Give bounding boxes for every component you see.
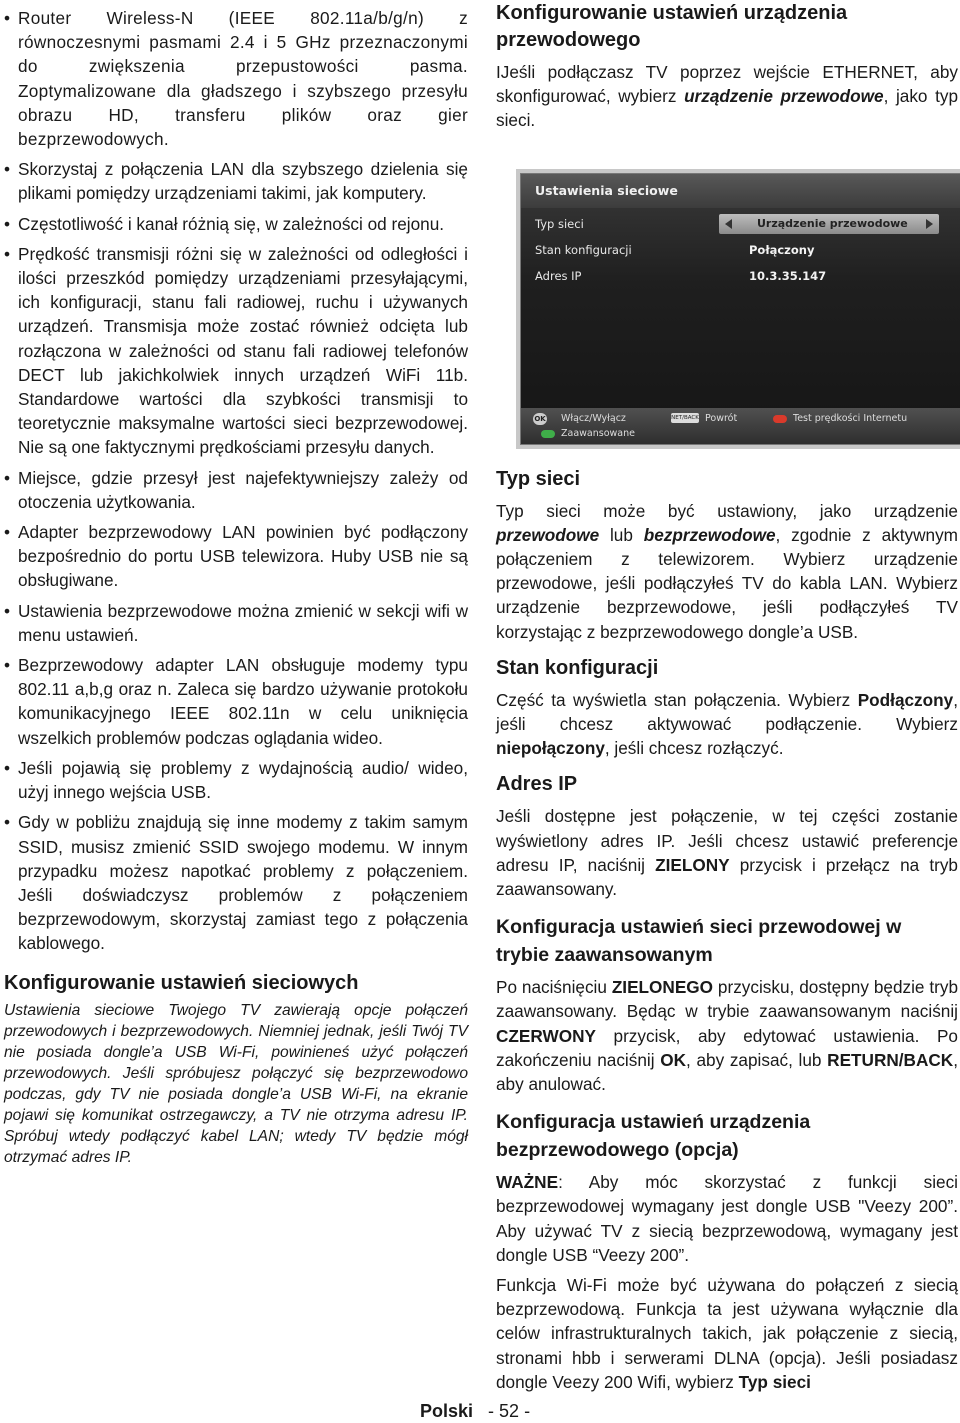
tv-row-network-type[interactable]: Typ sieci <box>535 216 584 231</box>
network-type-value: Urządzenie przewodowe <box>757 216 908 230</box>
net-back-button-icon: NET/BACK <box>671 414 699 421</box>
footer-back-label: Powrót <box>705 412 738 424</box>
advanced-config-title: Konfiguracja ustawień sieci przewodowej w trybie zaawansowanym <box>496 916 902 967</box>
wireless-wifi-text: Funkcja Wi-Fi może być używana do połączeń z siecią bezprzewodową. Funkcja ta jest używana wyłącznie dla celów infrastrukturalnych takich, jak połączenie z siecią, stronami hbb i serwerami DLNA (opcja). Jeśli posiadasz dongle Veezy 200 Wifi, wybierz Typ sieci <box>496 1275 958 1392</box>
arrow-right-icon <box>926 219 933 229</box>
list-item: • Miejsce, gdzie przesył jest najefektywniejszy zależy od otoczenia użytkowania. <box>4 466 468 514</box>
page-footer <box>420 1401 530 1422</box>
wireless-config-title: Konfiguracja ustawień urządzenia bezprzewodowego (opcja) <box>496 1111 811 1162</box>
list-item: • Prędkość transmisji różni się w zależności od odległości i ilości przeszkód pomiędzy urządzeniami przesyłającymi, ich konfiguracji, stanu fali radiowej, ruchu i używanych urządzeń. Transmisja może zostać również odcięta lub rozłączona w zależności od stanu fali radiowej telefonów DECT lub jakichkolwiek innych urządzeń WiFi 11b. Standardowe wartości dla szybkości transmisji to teoretycznie maksymalne wartości sieci bezprzewodowej. Nie są one faktycznymi prędkościami przesyłu danych. <box>4 242 468 460</box>
list-item: • Adapter bezprzewodowy LAN powinien być podłączony bezpośrednio do portu USB telewizora. Huby USB nie są obsługiwane. <box>4 520 468 593</box>
page-number: - 52 - <box>488 1401 531 1421</box>
ip-address-title: Adres IP <box>496 773 578 796</box>
network-type-title: Typ sieci <box>496 467 581 490</box>
section-title-network-settings: Konfigurowanie ustawień sieciowych <box>4 971 359 994</box>
footer-speed-test-label: Test prędkości Internetu <box>793 412 908 424</box>
wireless-important-text: WAŻNE: Aby móc skorzystać z funkcji sieci bezprzewodowej wymagany jest dongle USB "Veezy 200”. Aby używać TV z siecią bezprzewodową, wymagany jest dongle USB “Veezy 200”. <box>496 1172 958 1265</box>
config-status-title: Stan konfiguracji <box>496 656 659 679</box>
bullet-list <box>4 6 468 956</box>
list-item: • Router Wireless-N (IEEE 802.11a/b/g/n) z równoczesnymi pasmami 2.4 i 5 GHz przeznaczonymi do zwiększenia przepustowości pasma. Zoptymalizowane dla gładszego i szybszego przesyłu obrazu HD, transferu plików oraz gier bezprzewodowych. <box>4 6 468 151</box>
green-button-icon <box>541 430 555 438</box>
red-button-icon <box>773 415 787 423</box>
footer-advanced-label: Zaawansowane <box>561 427 635 439</box>
arrow-left-icon <box>725 219 732 229</box>
wired-config-title: Konfigurowanie ustawień urządzenia przewodowego <box>496 2 848 51</box>
list-item: • Częstotliwość i kanał różnią się, w zależności od rejonu. <box>4 212 468 236</box>
advanced-config-text: Po naciśnięciu ZIELONEGO przycisku, dostępny będzie tryb zaawansowany. Będąc w trybie zaawansowanym naciśnij CZERWONY przycisk, aby edytować ustawienia. Po zakończeniu naciśnij OK, aby zapisać, lub RETURN/BACK, aby anulować. <box>496 977 959 1095</box>
list-item: • Ustawienia bezprzewodowe można zmienić w sekcji wifi w menu ustawień. <box>4 599 468 647</box>
left-column <box>4 6 468 1168</box>
network-type-selector[interactable] <box>719 214 939 234</box>
tv-menu-title: Ustawienia sieciowe <box>521 174 960 208</box>
footer-language: Polski <box>420 1401 474 1421</box>
ip-address-text: Jeśli dostępne jest połączenie, w tej części zostanie wyświetlony adres IP. Jeśli chcesz ustawić preferencje adresu IP, naciśnij ZIELONY przycisk i przełącz na tryb zaawansowany. <box>496 806 958 900</box>
ip-address-value: 10.3.35.147 <box>749 268 827 283</box>
list-item: • Gdy w pobliżu znajdują się inne modemy z takim samym SSID, musisz zmienić SSID swojego modemu. W innym przypadku możesz napotkać problemy z połączeniem. Jeśli doświadczysz problemów z połączeniem bezprzewodowym, skorzystaj zamiast tego z połączenia kablowego. <box>4 810 468 955</box>
tv-row-ip-address[interactable]: Adres IP <box>535 268 582 283</box>
network-type-text: Typ sieci może być ustawiony, jako urządzenie przewodowe lub bezprzewodowe, zgodnie z aktywnym połączeniem z telewizorem. Wybierz urządzenie przewodowe, jeśli podłączyłeś TV do kabla LAN. Wybierz urządzenie bezprzewodowe, jeśli podłączyłeś TV korzystając z bezprzewodowego dongle’a USB. <box>496 500 958 642</box>
tv-menu-footer <box>521 408 960 444</box>
list-item: • Skorzystaj z połączenia LAN dla szybszego dzielenia się plikami pomiędzy urządzeniami takimi, jak komputery. <box>4 157 468 205</box>
right-column <box>496 0 958 1394</box>
network-settings-note: Ustawienia sieciowe Twojego TV zawierają opcje połączeń przewodowych i bezprzewodowych. Niemniej jednak, jeśli Twój TV nie posiada dongle’a USB Wi-Fi, powinieneś użyć połączeń przewodowych. Jeśli spróbujesz połączyć się bezprzewodowo podczas, gdy TV nie posiada dongle’a USB Wi-Fi, na ekranie pojawi się komunikat ostrzegawczy, a TV nie otrzyma adresu IP. Spróbuj wtedy podłączyć kabel LAN; wtedy TV będzie mógł otrzymać adres IP. <box>4 1001 468 1166</box>
config-status-text: Część ta wyświetla stan połączenia. Wybierz Podłączony, jeśli chcesz aktywować podłączenie. Wybierz niepołączony, jeśli chcesz rozłączyć. <box>496 689 958 759</box>
wired-config-text: IJeśli podłączasz TV poprzez wejście ETHERNET, aby skonfigurować, wybierz urządzenie przewodowe, jako typ sieci. <box>496 62 958 131</box>
list-item: • Bezprzewodowy adapter LAN obsługuje modemy typu 802.11 a,b,g oraz n. Zaleca się bardzo używanie protokołu komunikacyjnego IEEE 802.11n w celu uniknięcia wszelkich problemów podczas oglądania wideo. <box>4 653 468 750</box>
list-item: • Jeśli pojawią się problemy z wydajnością audio/ wideo, użyj innego wejścia USB. <box>4 756 468 804</box>
ok-button-icon: OK <box>534 414 546 423</box>
tv-row-config-status[interactable]: Stan konfiguracji <box>535 242 632 257</box>
config-status-value: Połączony <box>749 242 815 257</box>
footer-onoff-label: Włącz/Wyłącz <box>561 412 626 424</box>
tv-network-settings-screenshot <box>516 169 960 449</box>
